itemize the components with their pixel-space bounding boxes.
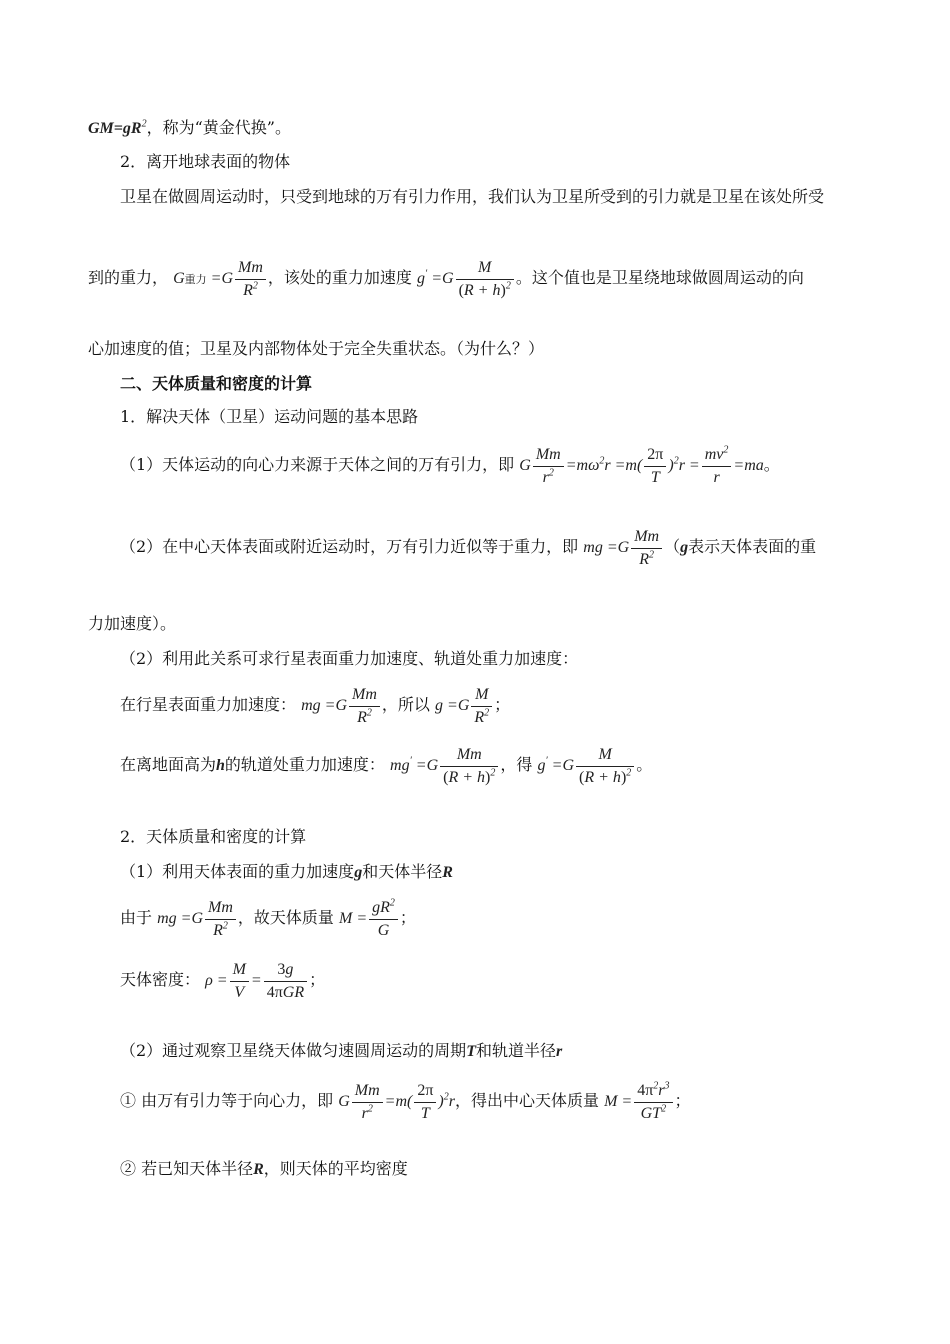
item-gravity-relations: （2）利用此关系可求行星表面重力加速度、轨道处重力加速度：: [120, 649, 579, 668]
formula-mg-gmm: mg =G $\frac{Mm}{R^2}$: [583, 539, 664, 556]
formula-surface-g: g =G $\frac{M}{R^2}$: [435, 697, 494, 714]
heading-mass-density: 二、天体质量和密度的计算: [120, 374, 313, 393]
formula-density: ρ = $\frac{M}{V}$ = $\frac{3g}{\text{4πGR}}$: [205, 972, 309, 989]
formula-mass-result: M = $\frac{gR^2}{G}$: [339, 910, 400, 927]
formula-orbit-mg: mg′ =G $\frac{Mm}{(R + h)^2}$: [390, 757, 500, 774]
line-surface-gravity: 在行星表面重力加速度： mg =G $\frac{Mm}{R^2}$ ，所以 g =G $\frac{M}{R^2}$ ；: [120, 685, 511, 726]
section-title-leaving-earth: 2．离开地球表面的物体: [120, 152, 291, 171]
formula-gm-gr: GM=gR: [88, 120, 142, 137]
item-mass-density-calc: 2．天体质量和密度的计算: [120, 827, 307, 846]
formula-central-mass: M = $\frac{4\pi^2r^3}{GT^2}$: [604, 1093, 674, 1110]
paragraph-weightlessness: 心加速度的值；卫星及内部物体处于完全失重状态。（为什么？）: [88, 339, 545, 358]
formula-gravity-centripetal: G $\frac{Mm}{r^2}$ =m( $\frac{2\pi}{T}$ )$^2$r: [338, 1081, 455, 1122]
line-central-mass: ① 由万有引力等于向心力，即 G $\frac{Mm}{r^2}$ =m( $\frac{2\pi}{T}$ )$^2$r，得出中心天体质量 M = $\frac{4\pi^2r^3}{GT^2}$ ；: [120, 1080, 691, 1122]
line-orbit-gravity: 在离地面高为h的轨道处重力加速度： mg′ =G $\frac{Mm}{(R + h)^2}$ ，得 g′ =G $\frac{M}{(R + h)^2}$ 。: [120, 745, 653, 786]
formula-surface-mg: mg =G $\frac{Mm}{R^2}$: [301, 697, 382, 714]
golden-substitution-line: $GM=gR^2$，称为“黄金代换”。: [88, 118, 291, 137]
line-average-density: ② 若已知天体半径R，则天体的平均密度: [120, 1159, 408, 1178]
golden-substitution-text: ，称为“黄金代换”。: [146, 118, 291, 137]
paragraph-gravity-acceleration: 力加速度）。: [88, 614, 177, 633]
item-using-surface-g: （1）利用天体表面的重力加速度g和天体半径R: [120, 862, 453, 881]
line-body-density: 天体密度： ρ = $\frac{M}{V}$ = $\frac{3g}{\text{4πGR}}$ ；: [120, 960, 326, 1001]
paragraph-gravity-formulas: 到的重力， G重力 =G $\frac{Mm}{R^2}$ ，该处的重力加速度 g′ =G $\frac{M}{(R + h)^2}$ 。这个值也是卫星绕地球做圆周运动的向: [88, 258, 804, 299]
item-centripetal-force: （1）天体运动的向心力来源于天体之间的万有引力，即 G $\frac{Mm}{r^2}$ $=m\omega^2r =m$( $\frac{2\pi}{T}$ )$^2$r = $\frac{mv^2}{r}$ =ma。: [120, 444, 780, 486]
formula-g-prime: g′ =G $\frac{M}{(R + h)^2}$: [417, 270, 516, 287]
formula-g-weight: G重力 =G $\frac{Mm}{R^2}$: [173, 270, 268, 287]
formula-mass-mg: mg =G $\frac{Mm}{R^2}$: [157, 910, 238, 927]
formula-orbit-g: g′ =G $\frac{M}{(R + h)^2}$: [537, 757, 636, 774]
formula-centripetal: G $\frac{Mm}{r^2}$ $=m\omega^2r =m$( $\frac{2\pi}{T}$ )$^2$r = $\frac{mv^2}{r}$ =ma: [519, 444, 764, 486]
paragraph-satellite-gravity: 卫星在做圆周运动时，只受到地球的万有引力作用，我们认为卫星所受到的引力就是卫星在该处所受: [120, 187, 825, 206]
line-body-mass: 由于 mg =G $\frac{Mm}{R^2}$ ，故天体质量 M = $\frac{gR^2}{G}$ ；: [120, 897, 416, 939]
item-orbital-observation: （2）通过观察卫星绕天体做匀速圆周运动的周期T和轨道半径r: [120, 1041, 563, 1060]
item-surface-gravity: （2）在中心天体表面或附近运动时，万有引力近似等于重力，即 mg =G $\frac{Mm}{R^2}$ （g表示天体表面的重: [120, 527, 817, 568]
item-basic-approach: 1．解决天体（卫星）运动问题的基本思路: [120, 407, 419, 426]
